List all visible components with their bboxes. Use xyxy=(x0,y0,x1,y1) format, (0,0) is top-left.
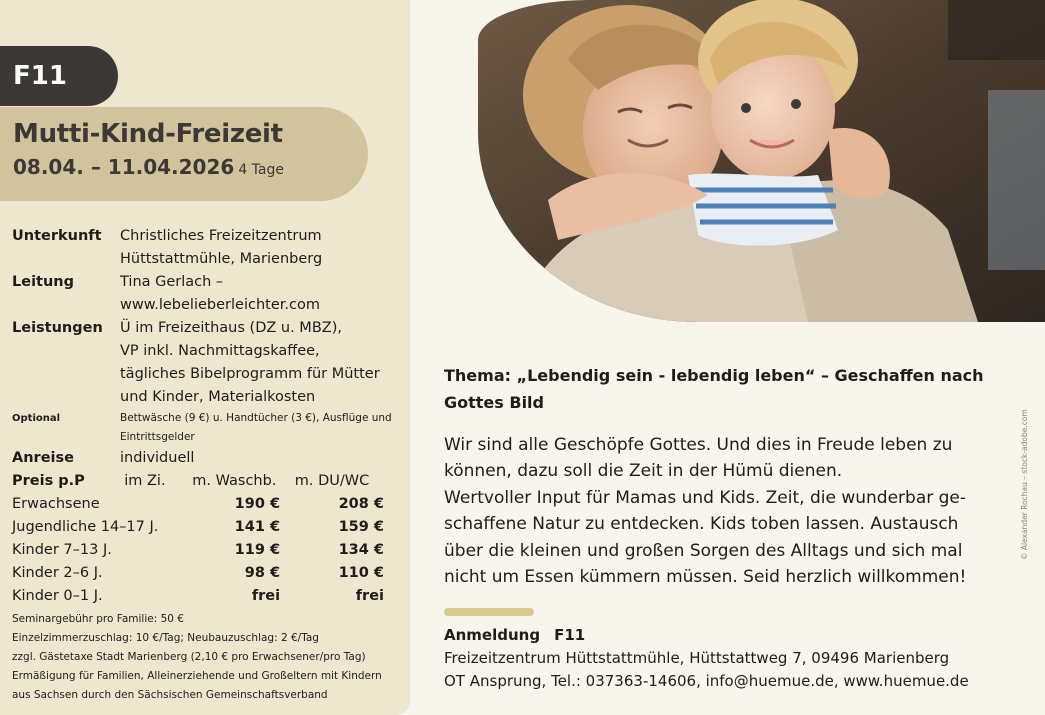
registration-label: Anmeldung xyxy=(444,626,541,645)
price-row xyxy=(12,516,384,539)
services-row xyxy=(12,317,402,409)
title-banner xyxy=(0,107,368,201)
arrival-row xyxy=(12,447,402,470)
description-line: nicht um Essen kümmern müssen. Seid herzlich willkommen! xyxy=(444,567,967,588)
note-line: Ermäßigung für Familien, Alleinerziehende und Großeltern mit Kindern xyxy=(12,670,382,682)
optional-line: Bettwäsche (9 €) u. Handtücher (3 €), Ausflüge und xyxy=(120,412,392,424)
services-line: VP inkl. Nachmittagskaffee, xyxy=(120,343,320,359)
price-category: Jugendliche 14–17 J. xyxy=(12,519,159,535)
note-line: Seminargebühr pro Familie: 50 € xyxy=(12,613,184,625)
date-range: 08.04. – 11.04.2026 xyxy=(13,155,235,179)
arrival-label: Anreise xyxy=(12,450,74,466)
price-shower-wc: 159 € xyxy=(338,519,384,535)
price-row xyxy=(12,562,384,585)
price-header-cell: m. DU/WC xyxy=(294,473,370,489)
price-notes xyxy=(12,610,402,705)
note-line: zzgl. Gästetaxe Stadt Marienberg (2,10 € pro Erwachsener/pro Tag) xyxy=(12,651,366,663)
price-washbasin: 190 € xyxy=(234,496,281,512)
description-line: Wertvoller Input für Mamas und Kids. Zeit, die wunderbar ge- xyxy=(444,487,967,508)
services-line: Ü im Freizeithaus (DZ u. MBZ), xyxy=(120,320,342,336)
price-washbasin: 98 € xyxy=(244,565,281,581)
event-code: F11 xyxy=(13,61,67,91)
accommodation-row xyxy=(12,225,402,271)
leader-row xyxy=(12,271,402,317)
services-label: Leistungen xyxy=(12,320,103,336)
services-line: tägliches Bibelprogramm für Mütter xyxy=(120,366,380,382)
price-header-cell: Preis p.P xyxy=(12,473,85,489)
optional-label: Optional xyxy=(12,413,61,424)
leader-value xyxy=(120,271,402,317)
optional-line: Eintrittsgelder xyxy=(120,431,195,443)
price-shower-wc: 134 € xyxy=(338,542,384,558)
registration-heading xyxy=(444,624,1004,647)
photo-illustration xyxy=(478,0,1045,322)
price-row xyxy=(12,493,384,516)
accommodation-value xyxy=(120,225,402,271)
arrival-value: individuell xyxy=(120,450,195,466)
price-category: Kinder 2–6 J. xyxy=(12,565,103,581)
price-header-cell: im Zi. xyxy=(124,473,166,489)
registration-block xyxy=(444,624,1004,693)
note-line: Einzelzimmerzuschlag: 10 €/Tag; Neubauzuschlag: 2 €/Tag xyxy=(12,632,319,644)
price-category: Erwachsene xyxy=(12,496,100,512)
duration: 4 Tage xyxy=(238,162,284,178)
leader-line: Tina Gerlach – xyxy=(120,274,224,290)
accommodation-line: Christliches Freizeitzentrum xyxy=(120,228,322,244)
description-line: schaffene Natur zu entdecken. Kids toben lassen. Austausch xyxy=(444,514,959,535)
leader-website: www.lebelieberleichter.com xyxy=(120,297,320,313)
price-row xyxy=(12,585,384,608)
services-value xyxy=(120,317,402,409)
description-line: können, dazu soll die Zeit in der Hümü dienen. xyxy=(444,461,843,482)
description-line: über die kleinen und großen Sorgen des Alltags und sich mal xyxy=(444,540,963,561)
price-washbasin: 119 € xyxy=(234,542,281,558)
details-section xyxy=(12,225,402,705)
registration-code: F11 xyxy=(554,626,586,645)
divider xyxy=(444,608,534,616)
optional-row xyxy=(12,409,402,447)
registration-contact: OT Ansprung, Tel.: 037363-14606, info@huemue.de, www.huemue.de xyxy=(444,672,969,691)
mother-child-photo xyxy=(478,0,1045,322)
price-shower-wc: frei xyxy=(355,588,384,604)
registration-address: Freizeitzentrum Hüttstattmühle, Hüttstattweg 7, 09496 Marienberg xyxy=(444,649,950,668)
price-washbasin: frei xyxy=(251,588,281,604)
theme-heading xyxy=(444,362,1004,416)
page-title: Mutti-Kind-Freizeit xyxy=(13,119,283,149)
price-shower-wc: 110 € xyxy=(338,565,384,581)
optional-value xyxy=(120,409,402,447)
theme-line: Gottes Bild xyxy=(444,393,544,412)
price-washbasin: 141 € xyxy=(234,519,281,535)
price-table xyxy=(12,470,384,608)
note-line: aus Sachsen durch den Sächsischen Gemeinschaftsverband xyxy=(12,689,328,701)
event-code-badge xyxy=(0,46,118,106)
price-header-cell: m. Waschb. xyxy=(192,473,277,489)
description-text xyxy=(444,432,1004,590)
price-shower-wc: 208 € xyxy=(338,496,384,512)
services-line: und Kinder, Materialkosten xyxy=(120,389,316,405)
photo-credit: © Alexander Rochau – stock-adobe.com xyxy=(1020,409,1029,560)
accommodation-label: Unterkunft xyxy=(12,228,102,244)
description-line: Wir sind alle Geschöpfe Gottes. Und dies in Freude leben zu xyxy=(444,435,953,455)
price-category: Kinder 0–1 J. xyxy=(12,588,103,604)
description-section xyxy=(444,362,1004,693)
leader-label: Leitung xyxy=(12,274,75,290)
price-row xyxy=(12,539,384,562)
price-header-row xyxy=(12,470,384,493)
price-category: Kinder 7–13 J. xyxy=(12,542,112,558)
event-dates xyxy=(13,155,368,179)
accommodation-line: Hüttstattmühle, Marienberg xyxy=(120,251,323,267)
theme-line: Thema: „Lebendig sein - lebendig leben“ – Geschaffen nach xyxy=(444,366,984,385)
